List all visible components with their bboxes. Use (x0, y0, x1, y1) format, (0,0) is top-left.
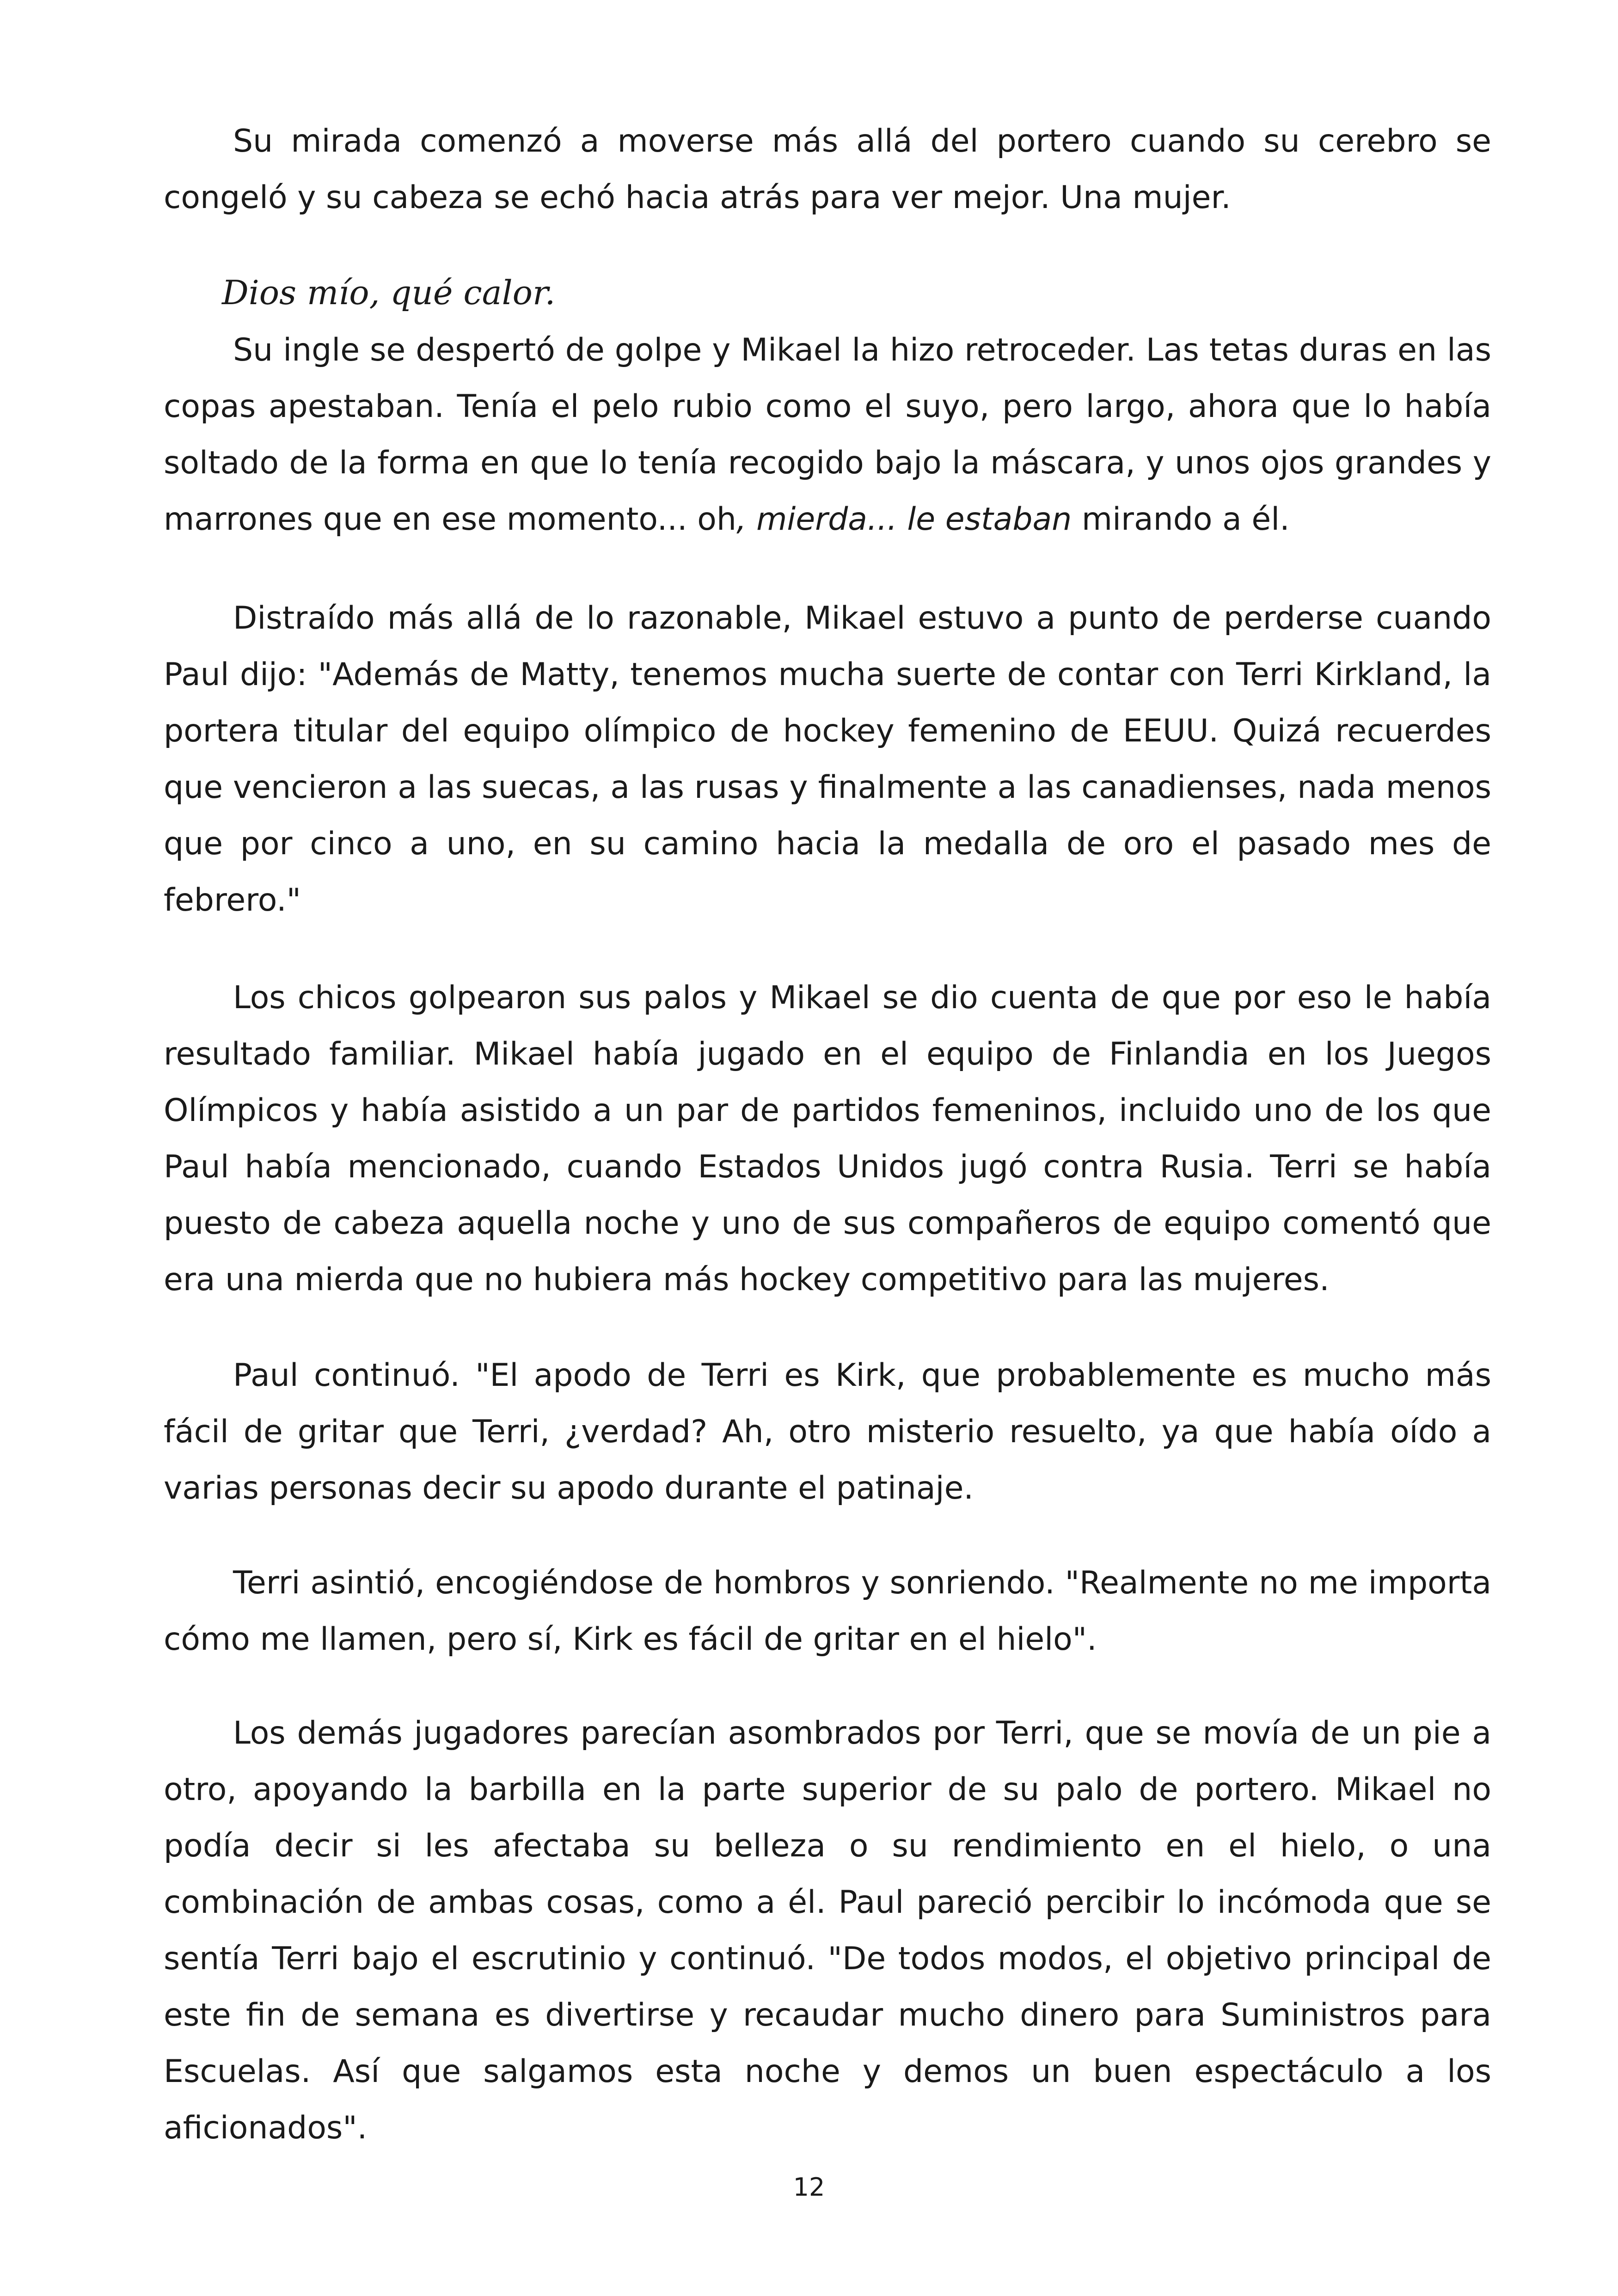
paragraph-6-text: Terri asintió, encogiéndose de hombros y sonriendo. "Realmente no me importa cómo me llamen, pero sí, Kirk es fácil de gritar en el hielo". (164, 1565, 1491, 1658)
paragraph-7-text: Los demás jugadores parecían asombrados por Terri, que se movía de un pie a otro, apoyando la barbilla en la parte superior de su palo de portero. Mikael no podía decir si les afectaba su belleza o su rendimiento en el hielo, o una combinación de ambas cosas, como a él. Paul pareció percibir lo incómoda que se sentía Terri bajo el escrutinio y continuó. "De todos modos, el objetivo principal de este fin de semana es divertirse y recaudar mucho dinero para Suministros para Escuelas. Así que salgamos esta noche y demos un buen espectáculo a los aficionados". (164, 1715, 1491, 2146)
italic-thought: Dios mío, qué calor. (222, 273, 556, 312)
paragraph-1 (164, 113, 1491, 226)
paragraph-6 (164, 1555, 1491, 1668)
paragraph-5-text: Paul continuó. "El apodo de Terri es Kirk, que probablemente es mucho más fácil de gritar que Terri, ¿verdad? Ah, otro misterio resuelto, ya que había oído a varias personas decir su apodo durante el patinaje. (164, 1357, 1491, 1506)
paragraph-7 (164, 1705, 1491, 2156)
paragraph-3-text: Distraído más allá de lo razonable, Mikael estuvo a punto de perderse cuando Paul dijo: "Además de Matty, tenemos mucha suerte de contar con Terri Kirkland, la portera titular del equipo olímpico de hockey femenino de EEUU. Quizá recuerdes que vencieron a las suecas, a las rusas y finalmente a las canadienses, nada menos que por cinco a uno, en su camino hacia la medalla de oro el pasado mes de febrero." (164, 600, 1491, 918)
paragraph-2-text (164, 322, 1491, 548)
paragraph-1-text: Su mirada comenzó a moverse más allá del portero cuando su cerebro se congeló y su cabeza se echó hacia atrás para ver mejor. Una mujer. (164, 123, 1491, 216)
paragraph-5 (164, 1347, 1491, 1517)
paragraph-2-italic: , mierda... le estaban (736, 501, 1072, 538)
paragraph-4 (164, 970, 1491, 1308)
paragraph-2-part-b: mirando a él. (1072, 501, 1290, 538)
paragraph-3 (164, 590, 1491, 929)
italic-thought-block (164, 264, 1491, 321)
paragraph-4-text: Los chicos golpearon sus palos y Mikael se dio cuenta de que por eso le había resultado familiar. Mikael había jugado en el equipo de Finlandia en los Juegos Olímpicos y había asistido a un par de partidos femeninos, incluido uno de los que Paul había mencionado, cuando Estados Unidos jugó contra Rusia. Terri se había puesto de cabeza aquella noche y uno de sus compañeros de equipo comentó que era una mierda que no hubiera más hockey competitivo para las mujeres. (164, 980, 1491, 1298)
paragraph-2-part-a: Su ingle se despertó de golpe y Mikael la hizo retroceder. Las tetas duras en las copas apestaban. Tenía el pelo rubio como el suyo, pero largo, ahora que lo había soltado de la forma en que lo tenía recogido bajo la máscara, y unos ojos grandes y marrones que en ese momento... oh (164, 332, 1491, 538)
page-number: 12 (793, 2173, 825, 2202)
paragraph-2 (164, 322, 1491, 548)
